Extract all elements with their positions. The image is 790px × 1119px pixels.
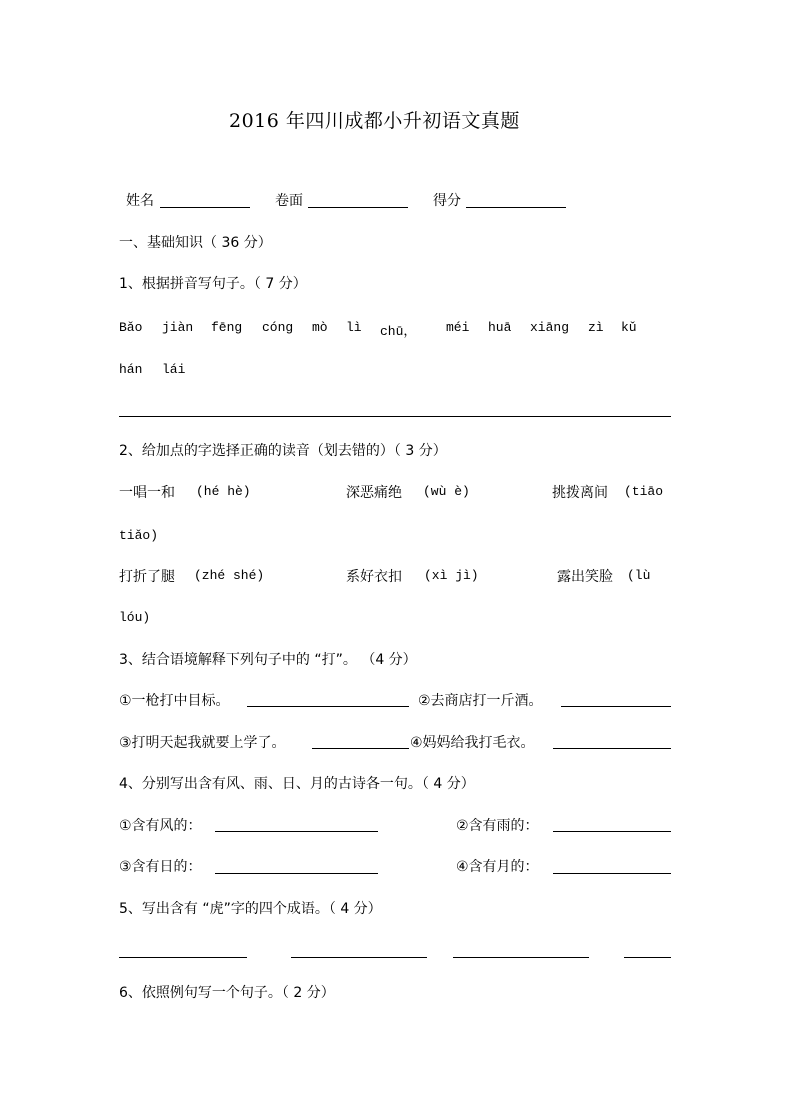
pinyin-syllable: kǔ <box>621 320 637 335</box>
q2-options[interactable]: (wù è) <box>423 484 470 499</box>
q2-word: 打折了腿 <box>119 569 175 585</box>
q2-word: 一唱一和 <box>119 485 175 501</box>
pinyin-syllable: cóng <box>262 320 294 335</box>
q4-moon-answer[interactable] <box>553 873 671 874</box>
section-heading: 一、基础知识（ 36 分） <box>119 235 272 251</box>
q2-options[interactable]: (zhé shé) <box>194 568 265 583</box>
pinyin-syllable: lì <box>346 320 362 335</box>
paper-blank[interactable] <box>308 207 408 208</box>
q2-word: 系好衣扣 <box>346 569 402 585</box>
q2-word: 挑拨离间 <box>552 485 608 501</box>
q3-answer-3[interactable] <box>312 748 409 749</box>
pinyin-syllable: jiàn <box>162 320 194 335</box>
pinyin-syllable: hán <box>119 362 143 377</box>
score-blank[interactable] <box>466 207 566 208</box>
q3-answer-4[interactable] <box>553 748 671 749</box>
q3-sentence-1: ①一枪打中目标。 <box>119 693 230 709</box>
q2-word: 深恶痛绝 <box>346 485 402 501</box>
q2-options[interactable]: (hé hè) <box>196 484 251 499</box>
name-blank[interactable] <box>160 207 250 208</box>
q5-prompt: 5、写出含有 “虎”字的四个成语。（ 4 分） <box>119 901 382 917</box>
q3-sentence-2: ②去商店打一斤酒。 <box>418 693 543 709</box>
q2-options[interactable]: (lù <box>627 568 651 583</box>
q4-prompt: 4、分别写出含有风、雨、日、月的古诗各一句。（ 4 分） <box>119 776 475 792</box>
page-title: 2016 年四川成都小升初语文真题 <box>229 110 520 132</box>
q1-answer-line[interactable] <box>119 416 671 417</box>
q3-sentence-3: ③打明天起我就要上学了。 <box>119 735 286 751</box>
q4-rain-answer[interactable] <box>553 831 671 832</box>
q2-options[interactable]: (xì jì) <box>424 568 479 583</box>
pinyin-syllable: méi <box>446 320 470 335</box>
q5-answer-1[interactable] <box>119 957 247 958</box>
q2-options[interactable]: (tiāo <box>624 484 664 499</box>
q5-answer-2[interactable] <box>291 957 427 958</box>
q4-wind-answer[interactable] <box>215 831 378 832</box>
q6-prompt: 6、依照例句写一个句子。（ 2 分） <box>119 985 335 1001</box>
q2-word: 露出笑脸 <box>557 569 613 585</box>
q3-answer-2[interactable] <box>561 706 671 707</box>
q5-answer-3[interactable] <box>453 957 589 958</box>
q4-sun-answer[interactable] <box>215 873 378 874</box>
pinyin-syllable: Bǎo <box>119 320 143 335</box>
q2-prompt: 2、给加点的字选择正确的读音（划去错的）（ 3 分） <box>119 443 447 459</box>
q3-sentence-4: ④妈妈给我打毛衣。 <box>410 735 535 751</box>
pinyin-syllable: fēng <box>211 320 243 335</box>
pinyin-syllable: huā <box>488 320 512 335</box>
pinyin-syllable: mò <box>312 320 328 335</box>
q4-wind-label: ①含有风的： <box>119 818 202 834</box>
name-label: 姓名 <box>126 193 154 209</box>
q1-prompt: 1、根据拼音写句子。（ 7 分） <box>119 276 307 292</box>
pinyin-syllable: chū， <box>380 324 417 339</box>
paper-label: 卷面 <box>275 193 303 209</box>
q3-answer-1[interactable] <box>247 706 409 707</box>
q5-answer-4[interactable] <box>624 957 671 958</box>
pinyin-syllable: xiāng <box>530 320 570 335</box>
q2-options[interactable]: tiǎo) <box>119 528 159 543</box>
pinyin-syllable: lái <box>162 362 186 377</box>
q3-prompt: 3、结合语境解释下列句子中的 “打”。 （4 分） <box>119 652 417 668</box>
q4-moon-label: ④含有月的： <box>456 859 539 875</box>
pinyin-syllable: zì <box>588 320 604 335</box>
score-label: 得分 <box>433 193 461 209</box>
q4-rain-label: ②含有雨的： <box>456 818 539 834</box>
q2-options[interactable]: lóu) <box>119 610 151 625</box>
q4-sun-label: ③含有日的： <box>119 859 202 875</box>
